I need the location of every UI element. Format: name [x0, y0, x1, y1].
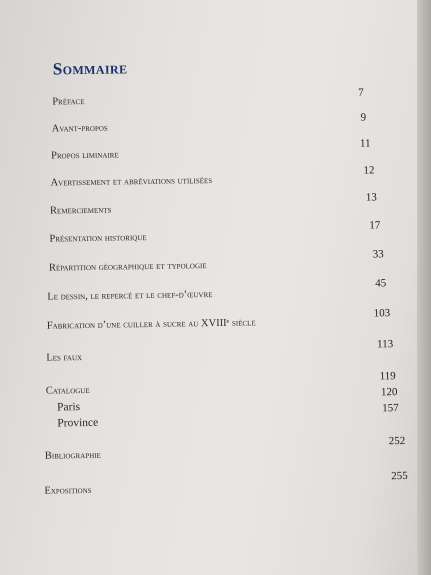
- toc-entry-page: 33: [372, 248, 384, 261]
- toc-entry-page: 13: [365, 191, 377, 204]
- toc-entry-label: Propos liminaire: [51, 149, 119, 162]
- toc-entry-label: Répartition géographique et typologie: [48, 260, 207, 274]
- toc-entry-page: 252: [388, 435, 406, 448]
- toc-entry-page: 113: [377, 338, 394, 351]
- toc-entry-label: Avertissement et abréviations utilisées: [50, 175, 213, 189]
- toc-entry-label: Avant-propos: [51, 122, 108, 135]
- toc-entry-label: Les faux: [46, 352, 83, 364]
- toc-entry-label: Bibliographie: [44, 449, 101, 462]
- toc-entry-page: 157: [382, 402, 399, 415]
- toc-entry-page: 17: [369, 219, 381, 232]
- toc-entry-page: 103: [373, 307, 391, 320]
- toc-entry-page: 12: [363, 164, 375, 177]
- toc-subentry-label: Paris: [56, 401, 81, 414]
- toc-entry-label: Expositions: [44, 484, 92, 497]
- toc-entry-page: 119: [379, 370, 396, 383]
- toc-entry-page: 45: [375, 277, 387, 290]
- toc-entry-label: Remerciements: [49, 204, 112, 217]
- toc-entry-page: 120: [380, 386, 398, 399]
- toc-entry-page: 255: [391, 469, 408, 483]
- toc-entry-label: Le dessin, le repercé et le chef-d’œuvre: [47, 289, 213, 303]
- toc-entry-page: 11: [359, 137, 371, 150]
- toc-entry-page: 9: [360, 111, 367, 124]
- toc-entry-label: Catalogue: [45, 384, 90, 397]
- toc-entry-label: Fabrication d’une cuiller à sucre au XVIIIᵉ siècle: [46, 317, 256, 332]
- toc-entry-page: 7: [358, 86, 364, 99]
- toc-subentry-label: Province: [57, 416, 99, 430]
- page-title: Sommaire: [52, 58, 128, 79]
- toc-entry-label: Préface: [52, 95, 85, 108]
- toc-entry-label: Présentation historique: [49, 232, 147, 245]
